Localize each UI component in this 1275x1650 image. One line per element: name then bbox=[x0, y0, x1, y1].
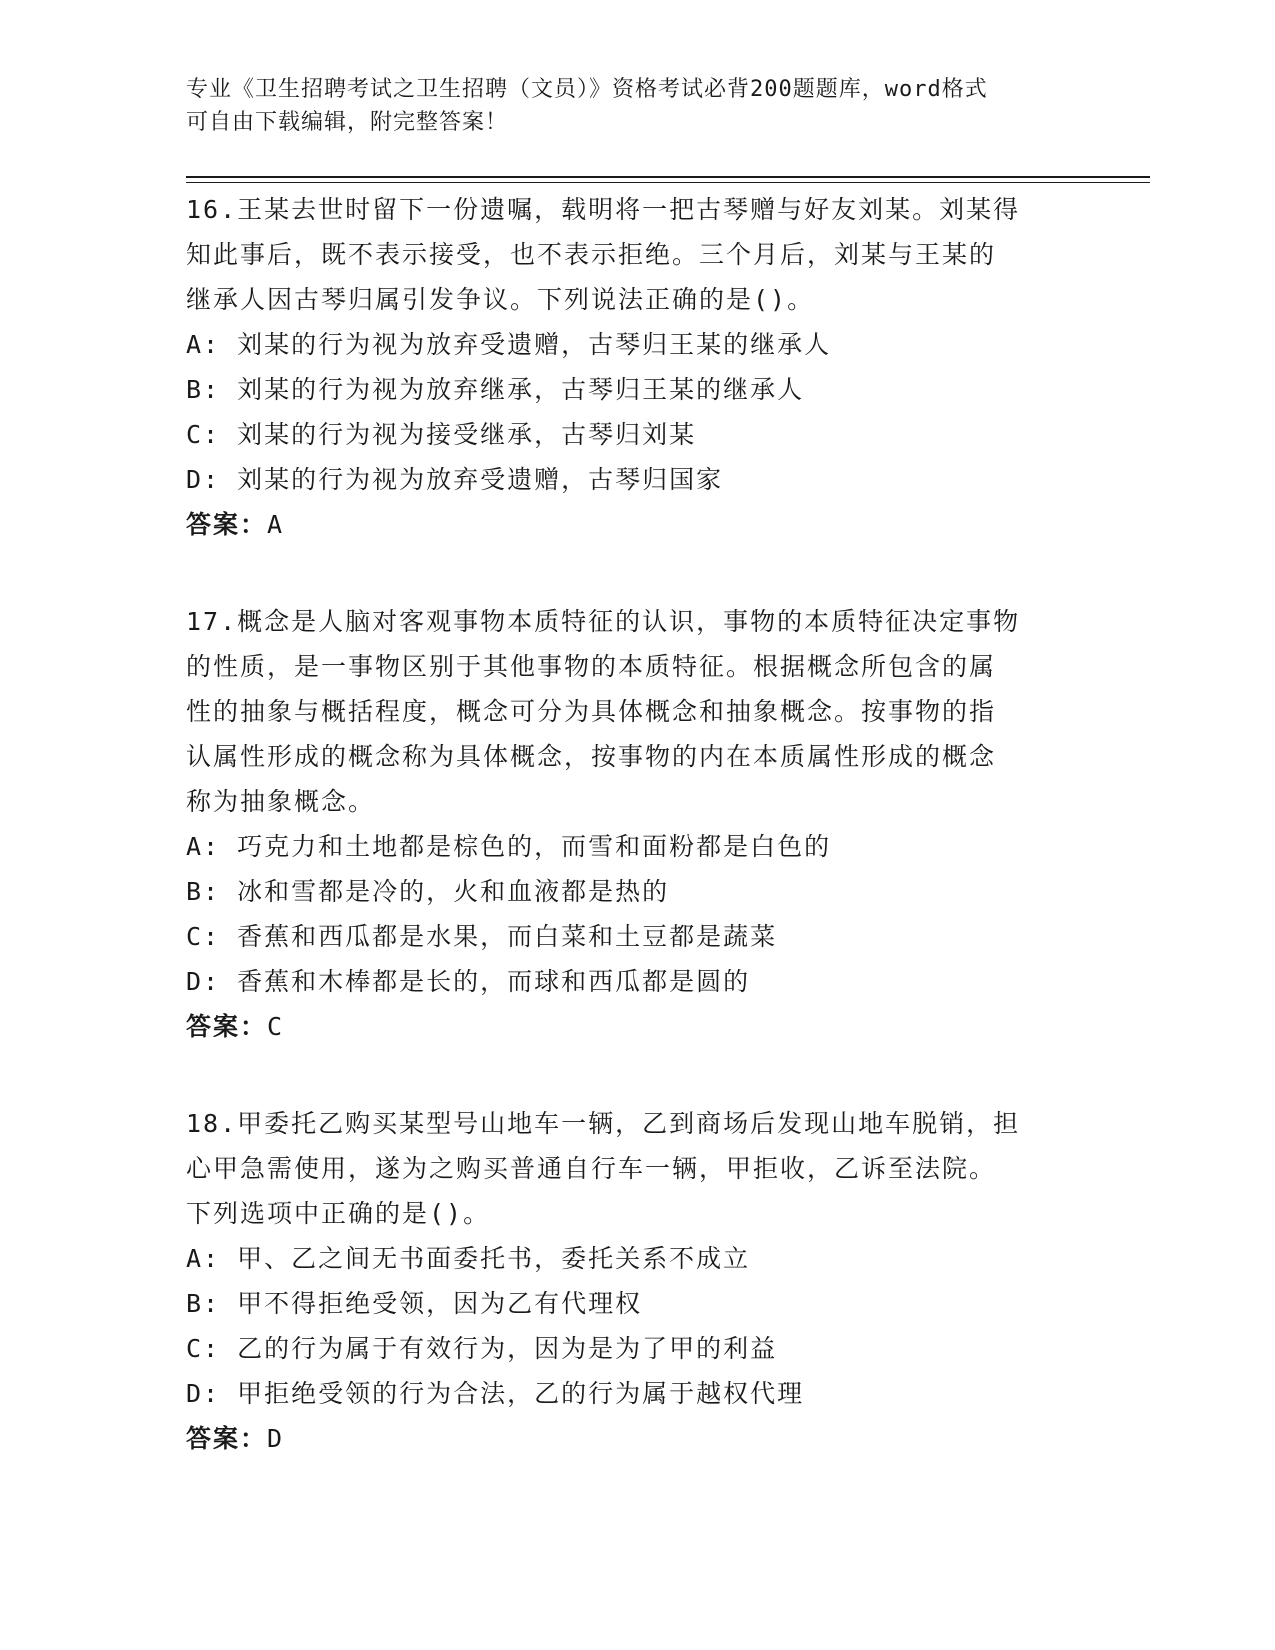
header-line-2: 可自由下载编辑，附完整答案！ bbox=[186, 110, 509, 135]
option-letter: A: bbox=[186, 1244, 221, 1273]
option-letter: D: bbox=[186, 1379, 221, 1408]
stem-line: 性的抽象与概括程度，概念可分为具体概念和抽象概念。按事物的指 bbox=[186, 697, 997, 726]
option-letter: B: bbox=[186, 877, 221, 906]
option-text: 刘某的行为视为放弃受遗赠，古琴归国家 bbox=[237, 465, 724, 494]
answer-line bbox=[186, 1416, 1066, 1461]
question-stem bbox=[186, 1101, 1066, 1236]
answer-label: 答案： bbox=[186, 1012, 268, 1041]
option-list bbox=[186, 322, 1066, 502]
option-letter: C: bbox=[186, 922, 221, 951]
option-a bbox=[186, 824, 1066, 869]
stem-line: 称为抽象概念。 bbox=[186, 787, 376, 816]
question-list bbox=[186, 187, 1066, 1513]
question-17 bbox=[186, 599, 1066, 1049]
option-c bbox=[186, 914, 1066, 959]
option-letter: B: bbox=[186, 1289, 221, 1318]
option-d bbox=[186, 1371, 1066, 1416]
header-divider-thin bbox=[186, 182, 1150, 183]
stem-line: 17.概念是人脑对客观事物本质特征的认识，事物的本质特征决定事物 bbox=[186, 607, 1021, 636]
answer-label: 答案： bbox=[186, 1424, 268, 1453]
question-16 bbox=[186, 187, 1066, 547]
option-text: 巧克力和土地都是棕色的，而雪和面粉都是白色的 bbox=[237, 832, 832, 861]
stem-line: 16.王某去世时留下一份遗嘱，载明将一把古琴赠与好友刘某。刘某得 bbox=[186, 195, 1021, 224]
option-a bbox=[186, 322, 1066, 367]
option-text: 刘某的行为视为放弃继承，古琴归王某的继承人 bbox=[237, 375, 805, 404]
stem-line: 心甲急需使用，遂为之购买普通自行车一辆，甲拒收，乙诉至法院。 bbox=[186, 1154, 997, 1183]
stem-line: 下列选项中正确的是()。 bbox=[186, 1199, 491, 1228]
option-list bbox=[186, 1236, 1066, 1416]
stem-line: 知此事后，既不表示接受，也不表示拒绝。三个月后，刘某与王某的 bbox=[186, 240, 997, 269]
answer-value: A bbox=[267, 510, 285, 539]
option-d bbox=[186, 457, 1066, 502]
option-b bbox=[186, 869, 1066, 914]
option-letter: A: bbox=[186, 330, 221, 359]
option-c bbox=[186, 1326, 1066, 1371]
option-text: 甲不得拒绝受领，因为乙有代理权 bbox=[237, 1289, 643, 1318]
option-text: 甲、乙之间无书面委托书，委托关系不成立 bbox=[237, 1244, 751, 1273]
answer-label: 答案： bbox=[186, 510, 268, 539]
header-divider-thick bbox=[186, 176, 1150, 178]
option-text: 刘某的行为视为接受继承，古琴归刘某 bbox=[237, 420, 697, 449]
answer-line bbox=[186, 1004, 1066, 1049]
question-18 bbox=[186, 1101, 1066, 1461]
document-header bbox=[186, 73, 1066, 139]
option-letter: D: bbox=[186, 465, 221, 494]
answer-value: D bbox=[267, 1424, 285, 1453]
option-c bbox=[186, 412, 1066, 457]
option-letter: B: bbox=[186, 375, 221, 404]
option-a bbox=[186, 1236, 1066, 1281]
option-list bbox=[186, 824, 1066, 1004]
header-line-1: 专业《卫生招聘考试之卫生招聘（文员）》资格考试必背200题题库，word格式 bbox=[186, 77, 988, 102]
option-text: 冰和雪都是冷的，火和血液都是热的 bbox=[237, 877, 670, 906]
option-letter: C: bbox=[186, 1334, 221, 1363]
stem-line: 认属性形成的概念称为具体概念，按事物的内在本质属性形成的概念 bbox=[186, 742, 997, 771]
option-letter: C: bbox=[186, 420, 221, 449]
option-letter: A: bbox=[186, 832, 221, 861]
option-d bbox=[186, 959, 1066, 1004]
answer-line bbox=[186, 502, 1066, 547]
option-letter: D: bbox=[186, 967, 221, 996]
option-b bbox=[186, 1281, 1066, 1326]
question-stem bbox=[186, 187, 1066, 322]
option-text: 乙的行为属于有效行为，因为是为了甲的利益 bbox=[237, 1334, 778, 1363]
stem-line: 继承人因古琴归属引发争议。下列说法正确的是()。 bbox=[186, 285, 815, 314]
option-text: 甲拒绝受领的行为合法，乙的行为属于越权代理 bbox=[237, 1379, 805, 1408]
stem-line: 18.甲委托乙购买某型号山地车一辆，乙到商场后发现山地车脱销，担 bbox=[186, 1109, 1021, 1138]
option-text: 香蕉和西瓜都是水果，而白菜和土豆都是蔬菜 bbox=[237, 922, 778, 951]
question-stem bbox=[186, 599, 1066, 824]
option-text: 刘某的行为视为放弃受遗赠，古琴归王某的继承人 bbox=[237, 330, 832, 359]
answer-value: C bbox=[267, 1012, 285, 1041]
option-b bbox=[186, 367, 1066, 412]
option-text: 香蕉和木棒都是长的，而球和西瓜都是圆的 bbox=[237, 967, 751, 996]
stem-line: 的性质，是一事物区别于其他事物的本质特征。根据概念所包含的属 bbox=[186, 652, 997, 681]
